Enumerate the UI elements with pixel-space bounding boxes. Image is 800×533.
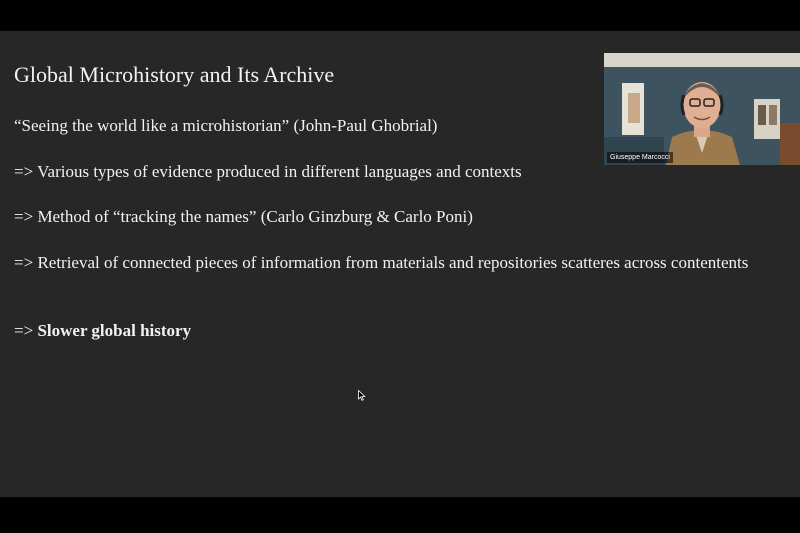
- bullet-prefix: =>: [14, 207, 38, 226]
- slide-bullet-retrieval: [14, 251, 774, 274]
- bullet-text-bold: Slower global history: [37, 321, 192, 340]
- bullet-text: Various types of evidence produced in different languages and contexts: [37, 162, 522, 181]
- bullet-text: Retrieval of connected pieces of information from materials and repositories scatteres across contentents: [37, 253, 749, 272]
- slide-bullet-conclusion: [14, 319, 774, 342]
- slide-bullet-method: [14, 205, 774, 228]
- bullet-prefix: =>: [14, 321, 38, 340]
- participant-video-feed: [604, 53, 800, 165]
- bullet-text: “Seeing the world like a microhistorian” (John-Paul Ghobrial): [14, 116, 438, 135]
- slide-title: Global Microhistory and Its Archive: [14, 62, 335, 87]
- participant-video-tile[interactable]: [604, 53, 800, 165]
- bullet-prefix: =>: [14, 253, 38, 272]
- bullet-text: Method of “tracking the names” (Carlo Ginzburg & Carlo Poni): [37, 207, 473, 226]
- mouse-pointer-icon: [358, 390, 366, 401]
- bullet-prefix: =>: [14, 162, 38, 181]
- participant-name-label: Giuseppe Marcocci: [607, 152, 673, 163]
